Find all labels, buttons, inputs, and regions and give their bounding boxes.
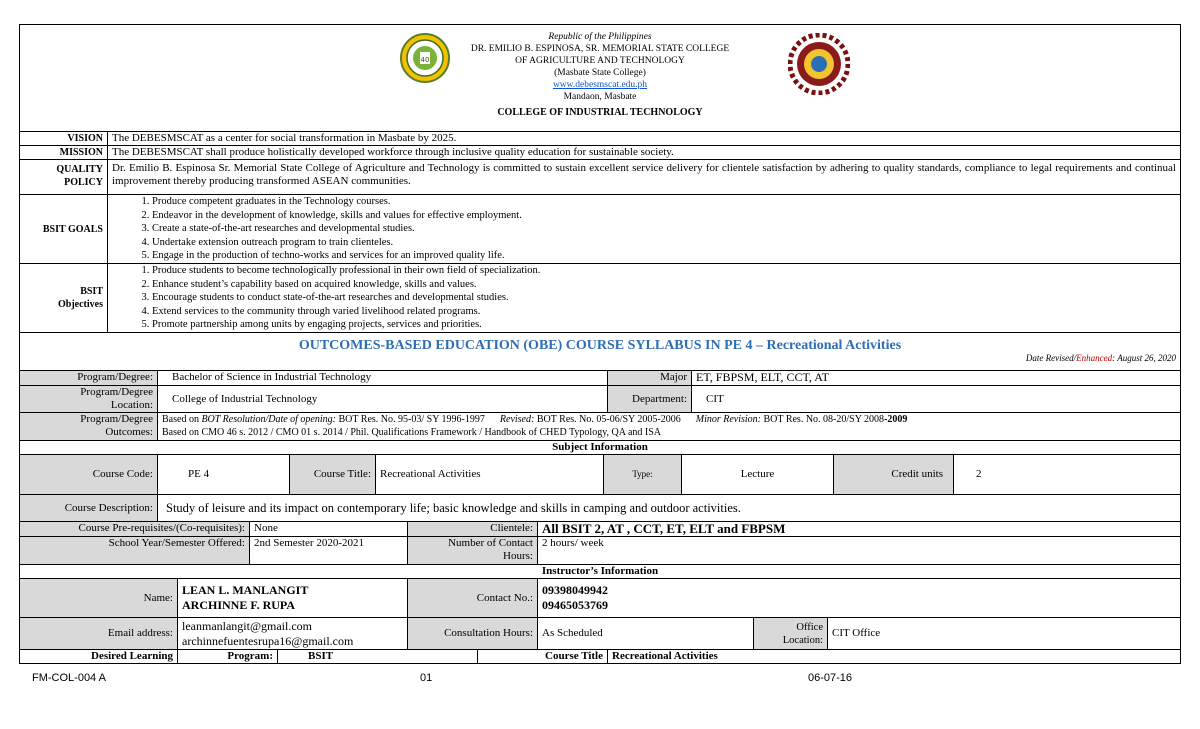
- program-degree: Bachelor of Science in Industrial Technology: [158, 371, 608, 386]
- course-title-header: Course Title: [478, 650, 608, 664]
- list-item: 3. Encourage students to conduct state-of-the-art researches and developmental studies.: [152, 291, 1176, 305]
- type-label: Type:: [604, 455, 682, 495]
- goals-list: [108, 195, 1181, 264]
- program-degree-label: Program/Degree:: [20, 371, 158, 386]
- syllabus-title-cell: [20, 333, 1181, 371]
- instructor-table: [19, 578, 1181, 650]
- revision-number: 01: [420, 672, 433, 684]
- objectives-list: [108, 264, 1181, 333]
- clientele-value: All BSIT 2, AT , CCT, ET, ELT and FBPSM: [538, 522, 1181, 537]
- list-item: 4. Extend services to the community through varied livelihood related programs.: [152, 305, 1176, 319]
- subject-table: [19, 454, 1181, 522]
- list-item: 4. Undertake extension outreach program to train clienteles.: [152, 236, 1176, 250]
- department-label: Department:: [608, 386, 692, 413]
- quality-policy-text: Dr. Emilio B. Espinosa Sr. Memorial State College of Agriculture and Technology is committed to sustain excellent service delivery for clientele satisfaction by adhering to quality standards, compliance to legal requirements and continual improvement thereby producing transformed ASEAN communities.: [108, 160, 1181, 195]
- outcomes-label: Program/Degree Outcomes:: [20, 413, 158, 441]
- header-line-1: Republic of the Philippines: [548, 32, 652, 42]
- clientele-label: Clientele:: [408, 522, 538, 537]
- course-description-label: Course Description:: [20, 495, 158, 522]
- form-code: FM-COL-004 A: [32, 672, 106, 684]
- major-value: ET, FBPSM, ELT, CCT, AT: [692, 371, 1181, 386]
- contact-no-label: Contact No.:: [408, 579, 538, 618]
- department-value: CIT: [692, 386, 1181, 413]
- vision-text: The DEBESMSCAT as a center for social transformation in Masbate by 2025.: [108, 132, 1181, 146]
- location-label: Program/Degree Location:: [20, 386, 158, 413]
- contact-hours: 2 hours/ week: [538, 537, 1181, 565]
- list-item: 5. Engage in the production of techno-works and services for an improved quality life.: [152, 249, 1176, 263]
- prereq-value: None: [250, 522, 408, 537]
- list-item: 2. Enhance student’s capability based on acquired knowledge, skills and values.: [152, 278, 1176, 292]
- contact-hours-label: Number of Contact Hours:: [408, 537, 538, 565]
- school-year: 2nd Semester 2020-2021: [250, 537, 408, 565]
- prereq-table: [19, 521, 1181, 579]
- syllabus-title: OUTCOMES-BASED EDUCATION (OBE) COURSE SYLLABUS IN PE 4 – Recreational Activities: [298, 338, 902, 353]
- list-item: 5. Promote partnership among units by engaging projects, services and priorities.: [152, 318, 1176, 332]
- list-item: 1. Produce students to become technologically professional in their own field of specialization.: [152, 264, 1176, 278]
- location-value: College of Industrial Technology: [158, 386, 608, 413]
- consultation-label: Consultation Hours:: [408, 618, 538, 650]
- college-name: COLLEGE OF INDUSTRIAL TECHNOLOGY: [497, 107, 703, 118]
- program-value: BSIT: [278, 650, 478, 664]
- vision-label: VISION: [20, 132, 108, 146]
- header-table: [19, 24, 1181, 132]
- mission-text: The DEBESMSCAT shall produce holistically developed workforce through inclusive quality education for sustainable society.: [108, 146, 1181, 160]
- school-year-label: School Year/Semester Offered:: [20, 537, 250, 565]
- office-location-label: Office Location:: [754, 618, 828, 650]
- consultation-hours: As Scheduled: [538, 618, 754, 650]
- svg-text:40: 40: [420, 56, 430, 64]
- institution-header: [20, 25, 1181, 132]
- type-value: Lecture: [682, 455, 834, 495]
- list-item: 1. Produce competent graduates in the Technology courses.: [152, 195, 1176, 209]
- header-line-4: (Masbate State College): [554, 68, 646, 78]
- course-description: Study of leisure and its impact on contemporary life; basic knowledge and skills in camping and outdoor activities.: [158, 495, 1181, 522]
- desired-learning-label: Desired Learning: [20, 650, 178, 664]
- course-title-label: Course Title:: [290, 455, 376, 495]
- course-code-label: Course Code:: [20, 455, 158, 495]
- vmgo-table: [19, 131, 1181, 371]
- subject-info-heading: Subject Information: [20, 441, 1181, 455]
- office-location: CIT Office: [828, 618, 1181, 650]
- email-addresses: leanmanlangit@gmail.com archinnefuentesrupa16@gmail.com: [178, 618, 408, 650]
- list-item: 3. Create a state-of-the-art researches and developmental studies.: [152, 222, 1176, 236]
- objectives-label: BSIT Objectives: [20, 264, 108, 333]
- learning-table: [19, 649, 1181, 664]
- major-label: Major: [608, 371, 692, 386]
- program-table: [19, 370, 1181, 455]
- contact-numbers: 09398049942 09465053769: [538, 579, 1181, 618]
- credit-units: 2: [954, 455, 1181, 495]
- outcomes-value: Based on BOT Resolution/Date of opening: BOT Res. No. 95-03/ SY 1996-1997 Revised: BOT Res. No. 05-06/SY 2005-2006 Minor Revision: BOT Res. No. 08-20/SY 2008-2009 Based on CMO 46 s. 2012 / CMO 01 s. 2014 / Phil. Qualifications Framework / Handbook of CHED Typology, QA and ISA: [158, 413, 1181, 441]
- course-title-value: Recreational Activities: [608, 650, 1181, 664]
- name-label: Name:: [20, 579, 178, 618]
- date-revised: Date Revised/Enhanced: August 26, 2020: [1025, 353, 1176, 363]
- instructor-names: LEAN L. MANLANGIT ARCHINNE F. RUPA: [178, 579, 408, 618]
- email-label: Email address:: [20, 618, 178, 650]
- prereq-label: Course Pre-requisites/(Co-requisites):: [20, 522, 250, 537]
- goals-label: BSIT GOALS: [20, 195, 108, 264]
- effectivity-date: 06-07-16: [808, 672, 853, 684]
- website-link[interactable]: www.debesmscat.edu.ph: [552, 80, 648, 90]
- syllabus-document: [19, 24, 1181, 664]
- instructor-info-heading: Instructor’s Information: [20, 565, 1181, 579]
- program-label: Program:: [178, 650, 278, 664]
- quality-policy-label: QUALITY POLICY: [20, 160, 108, 195]
- credit-units-label: Credit units: [834, 455, 954, 495]
- header-line-2: DR. EMILIO B. ESPINOSA, SR. MEMORIAL STATE COLLEGE: [470, 44, 730, 54]
- mission-label: MISSION: [20, 146, 108, 160]
- header-line-3: OF AGRICULTURE AND TECHNOLOGY: [515, 56, 685, 66]
- header-town: Mandaon, Masbate: [563, 92, 637, 102]
- course-code: PE 4: [158, 455, 290, 495]
- course-title: Recreational Activities: [376, 455, 604, 495]
- list-item: 2. Endeavor in the development of knowledge, skills and values for effective employment.: [152, 209, 1176, 223]
